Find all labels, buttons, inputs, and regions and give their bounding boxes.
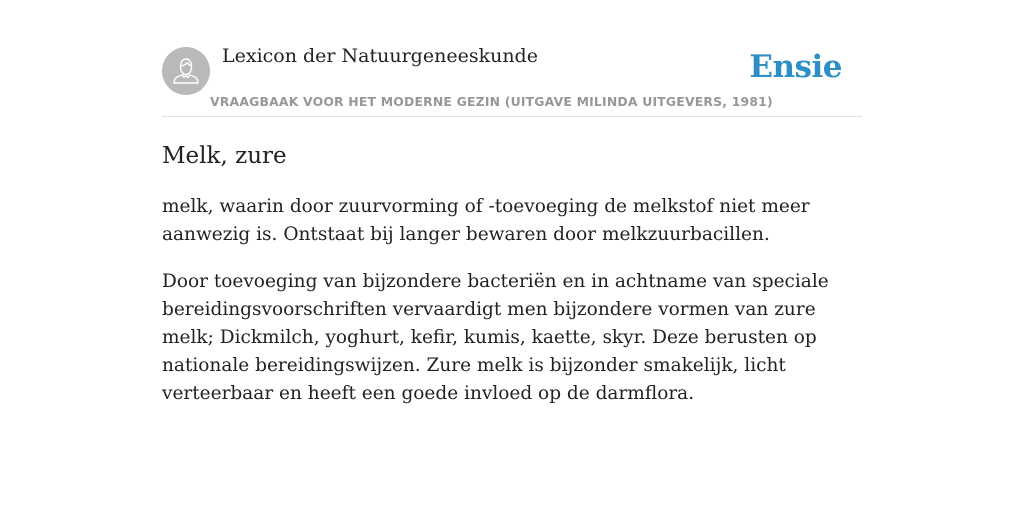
ensie-logo[interactable]: Ensie	[749, 49, 842, 85]
entry-card	[162, 0, 862, 408]
entry-header	[162, 0, 862, 117]
entry-paragraph: Door toevoeging van bijzondere bacteriën en in achtname van speciale bereidingsvoorschriften vervaardigt men bijzondere vormen van zure melk; Dickmilch, yoghurt, kefir, kumis, kaette, skyr. Deze berusten op nationale bereidingswijzen. Zure melk is bijzonder smakelijk, licht verteerbaar en heeft een goede invloed op de darmflora.	[162, 271, 829, 404]
source-subtitle: VRAAGBAAK VOOR HET MODERNE GEZIN (UITGAVE MILINDA UITGEVERS, 1981)	[210, 94, 773, 109]
lexicon-title[interactable]: Lexicon der Natuurgeneeskunde	[222, 45, 538, 67]
user-icon[interactable]	[162, 47, 210, 95]
entry-paragraph: melk, waarin door zuurvorming of -toevoeging de melkstof niet meer aanwezig is. Ontstaat bij langer bewaren door melkzuurbacillen.	[162, 196, 810, 245]
entry-title: Melk, zure	[162, 143, 287, 169]
